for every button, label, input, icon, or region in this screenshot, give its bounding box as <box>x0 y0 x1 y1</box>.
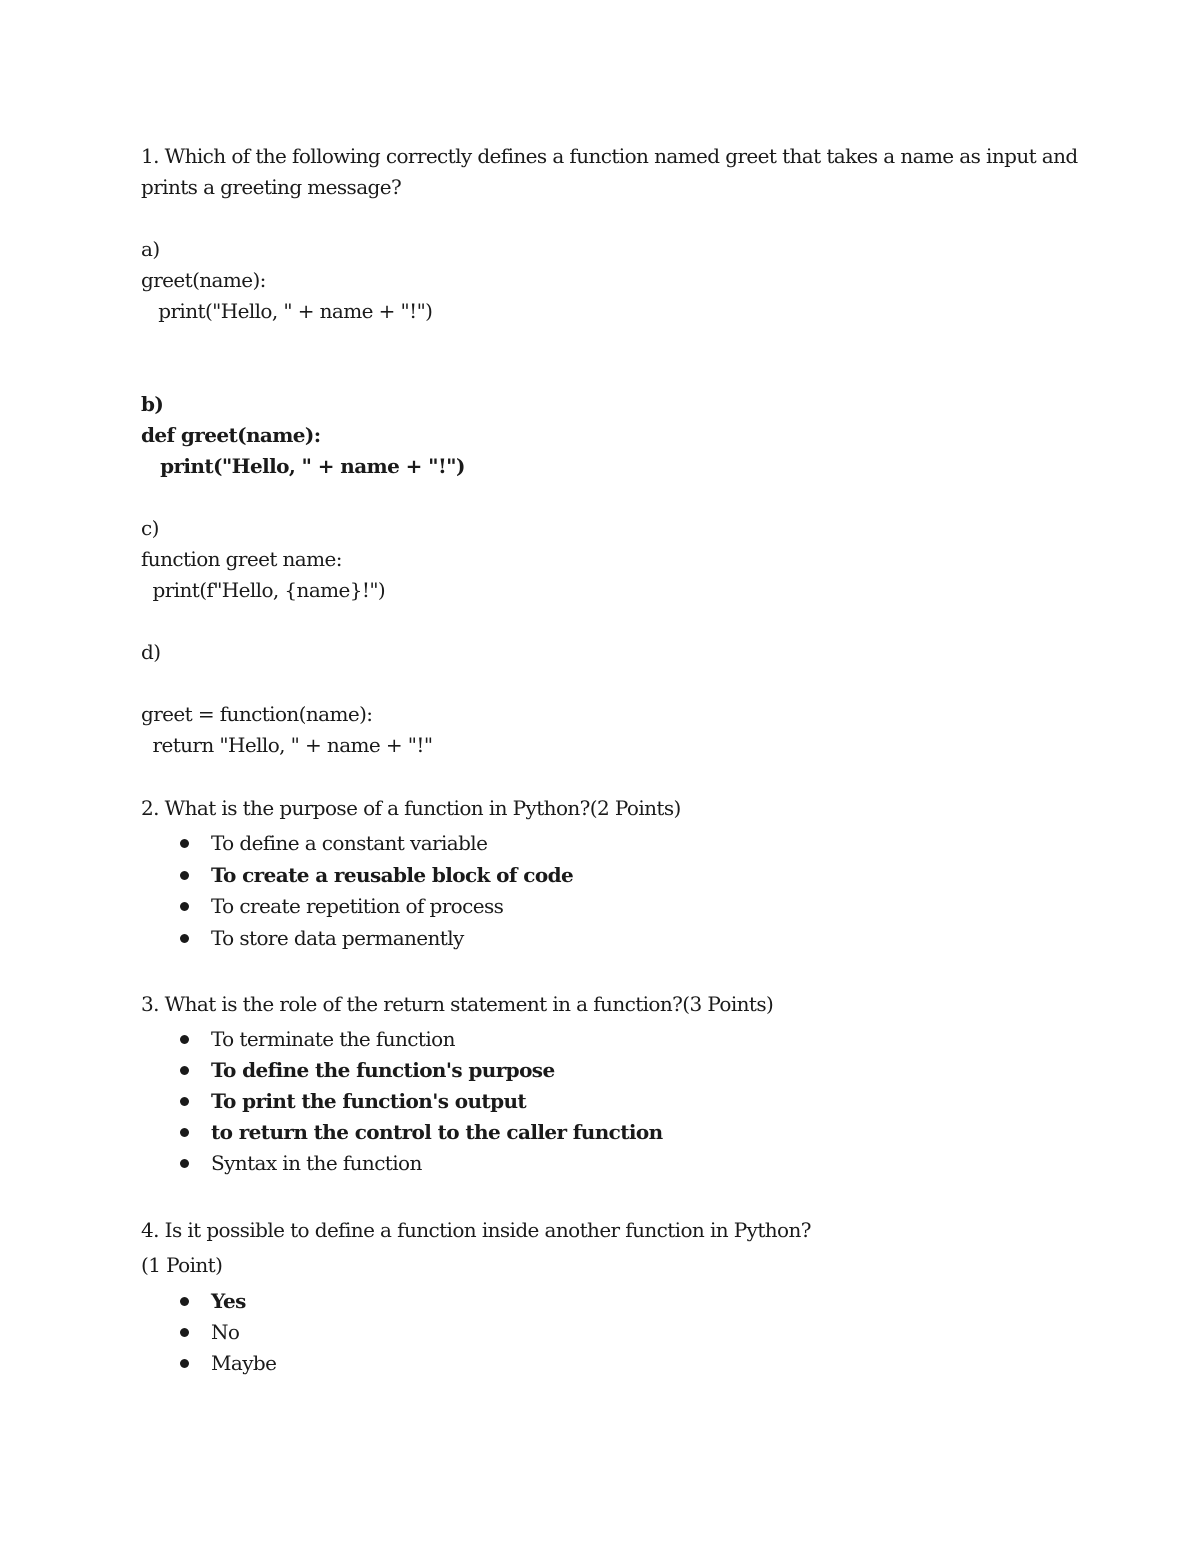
question-2-text: 2. What is the purpose of a function in Python?(2 Points) <box>141 796 681 820</box>
option-a-code-line-1: greet(name): <box>141 268 266 292</box>
option-text: Maybe <box>211 1351 277 1375</box>
list-item <box>211 892 503 920</box>
question-3-text: 3. What is the role of the return statement in a function?(3 Points) <box>141 992 774 1016</box>
option-c-label: c) <box>141 516 159 540</box>
bullet-icon <box>180 1035 189 1044</box>
list-item <box>211 1118 663 1146</box>
list-item <box>211 1318 239 1346</box>
bullet-icon <box>180 1328 189 1337</box>
option-c-code-line-2: print(f"Hello, {name}!") <box>141 578 386 602</box>
option-b-label: b) <box>141 392 164 416</box>
list-item <box>211 1349 276 1377</box>
question-1-text-line-2: prints a greeting message? <box>141 175 402 199</box>
question-1-text-line-1: 1. Which of the following correctly defines a function named greet that takes a name as input and <box>141 144 1078 168</box>
option-text: To store data permanently <box>211 926 464 950</box>
bullet-icon <box>180 1128 189 1137</box>
option-text: To create repetition of process <box>211 894 504 918</box>
option-text: To terminate the function <box>211 1027 455 1051</box>
bullet-icon <box>180 839 189 848</box>
option-b-code-line-2: print("Hello, " + name + "!") <box>141 454 465 478</box>
option-text: To print the function's output <box>211 1089 527 1113</box>
list-item <box>211 861 573 889</box>
option-text: No <box>211 1320 240 1344</box>
bullet-icon <box>180 1159 189 1168</box>
option-b-code-line-1: def greet(name): <box>141 423 321 447</box>
list-item <box>211 924 464 952</box>
bullet-icon <box>180 1097 189 1106</box>
bullet-icon <box>180 902 189 911</box>
option-text: To create a reusable block of code <box>211 863 574 887</box>
option-text: Yes <box>211 1289 246 1313</box>
option-text: To define a constant variable <box>211 831 488 855</box>
bullet-icon <box>180 1066 189 1075</box>
list-item <box>211 1025 455 1053</box>
list-item <box>211 829 487 857</box>
bullet-icon <box>180 1359 189 1368</box>
bullet-icon <box>180 1297 189 1306</box>
question-4-text-line-2: (1 Point) <box>141 1253 223 1277</box>
option-text: To define the function's purpose <box>211 1058 555 1082</box>
option-d-code-line-1: greet = function(name): <box>141 702 373 726</box>
bullet-icon <box>180 871 189 880</box>
question-4-text-line-1: 4. Is it possible to define a function inside another function in Python? <box>141 1218 811 1242</box>
list-item <box>211 1149 422 1177</box>
list-item <box>211 1287 246 1315</box>
bullet-icon <box>180 934 189 943</box>
list-item <box>211 1056 555 1084</box>
option-c-code-line-1: function greet name: <box>141 547 342 571</box>
option-text: Syntax in the function <box>211 1151 422 1175</box>
option-d-code-line-2: return "Hello, " + name + "!" <box>141 733 433 757</box>
list-item <box>211 1087 526 1115</box>
option-a-label: a) <box>141 237 160 261</box>
option-d-label: d) <box>141 640 161 664</box>
option-a-code-line-2: print("Hello, " + name + "!") <box>141 299 433 323</box>
option-text: to return the control to the caller function <box>211 1120 663 1144</box>
